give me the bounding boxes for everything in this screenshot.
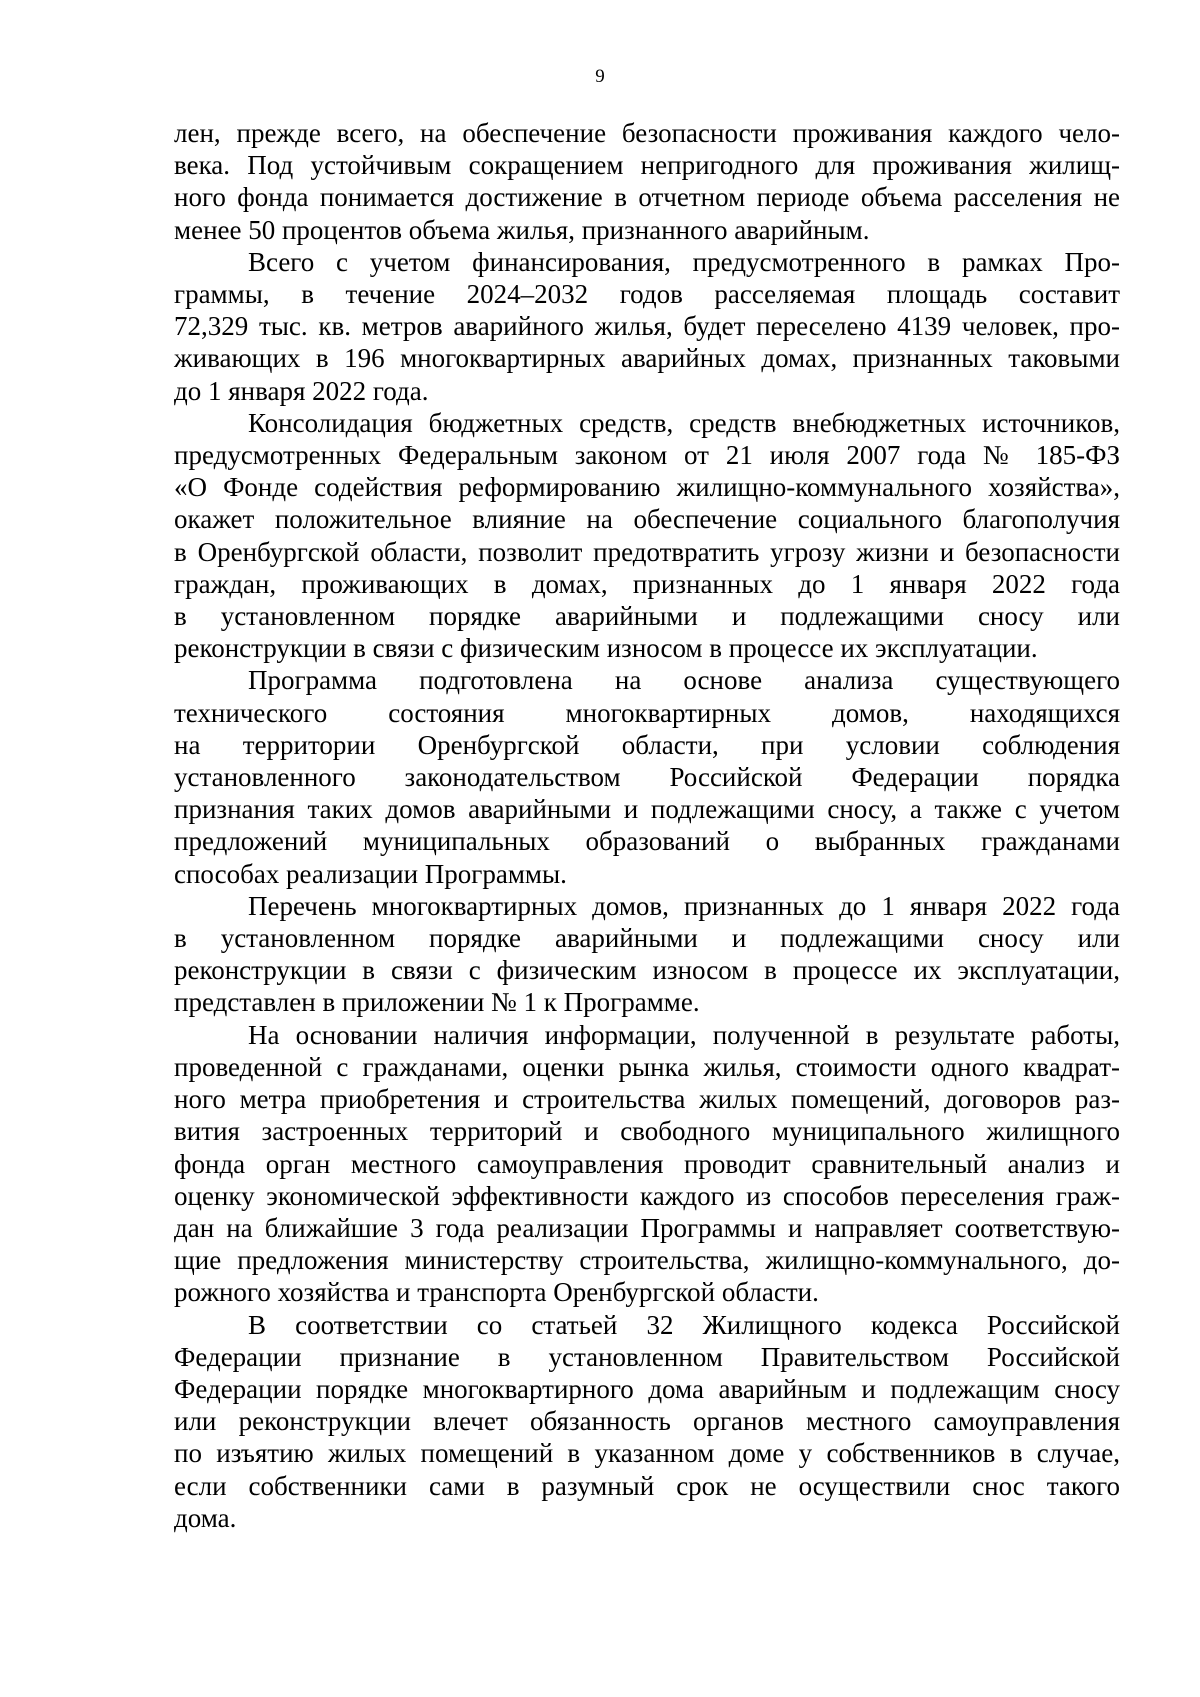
text-line: рожного хозяйства и транспорта Оренбургской области. <box>174 1277 819 1308</box>
text-line: ного метра приобретения и строительства жилых помещений, договоров раз- <box>174 1084 1120 1115</box>
body-text <box>174 117 1120 1534</box>
text-line: реконструкции в связи с физическим износом в процессе их эксплуатации. <box>174 633 1038 664</box>
text-line: установленного законодательством Российской Федерации порядка <box>174 762 1120 793</box>
text-line: На основании наличия информации, полученной в результате работы, <box>248 1019 1120 1050</box>
text-line: по изъятию жилых помещений в указанном доме у собственников в случае, <box>174 1438 1120 1469</box>
text-line: Федерации порядке многоквартирного дома аварийным и подлежащим сносу <box>174 1373 1120 1404</box>
paragraph-p1 <box>174 117 1120 246</box>
paragraph-p5 <box>174 890 1120 1019</box>
text-line: если собственники сами в разумный срок не осуществили снос такого <box>174 1470 1120 1501</box>
text-line: проведенной с гражданами, оценки рынка жилья, стоимости одного квадрат- <box>174 1051 1120 1082</box>
text-line: окажет положительное влияние на обеспечение социального благополучия <box>174 504 1120 535</box>
text-line: вития застроенных территорий и свободного муниципального жилищного <box>174 1116 1120 1147</box>
text-line: дан на ближайшие 3 года реализации Программы и направляет соответствую- <box>174 1212 1120 1243</box>
text-line: оценку экономической эффективности каждого из способов переселения граж- <box>174 1180 1120 1211</box>
text-line: представлен в приложении № 1 к Программе. <box>174 987 700 1018</box>
text-line: технического состояния многоквартирных домов, находящихся <box>174 697 1120 728</box>
paragraph-p4 <box>174 664 1120 889</box>
text-line: щие предложения министерству строительства, жилищно-коммунального, до- <box>174 1245 1120 1276</box>
text-line: способах реализации Программы. <box>174 858 567 889</box>
paragraph-p6 <box>174 1019 1120 1309</box>
text-line: века. Под устойчивым сокращением непригодного для проживания жилищ- <box>174 150 1120 181</box>
text-line: ного фонда понимается достижение в отчетном периоде объема расселения не <box>174 182 1120 213</box>
text-line: «О Фонде содействия реформированию жилищно-коммунального хозяйства», <box>174 472 1120 503</box>
text-line: граждан, проживающих в домах, признанных до 1 января 2022 года <box>174 568 1120 599</box>
text-line: Программа подготовлена на основе анализа существующего <box>248 665 1120 696</box>
text-line: В соответствии со статьей 32 Жилищного кодекса Российской <box>248 1309 1120 1340</box>
text-line: живающих в 196 многоквартирных аварийных домах, признанных таковыми <box>174 343 1120 374</box>
text-line: фонда орган местного самоуправления проводит сравнительный анализ и <box>174 1148 1120 1179</box>
text-line: или реконструкции влечет обязанность органов местного самоуправления <box>174 1406 1120 1437</box>
paragraph-p7 <box>174 1309 1120 1534</box>
text-line: 72,329 тыс. кв. метров аварийного жилья, будет переселено 4139 человек, про- <box>174 311 1120 342</box>
text-line: предложений муниципальных образований о выбранных гражданами <box>174 826 1120 857</box>
text-line: Консолидация бюджетных средств, средств внебюджетных источников, <box>248 407 1120 438</box>
text-line: признания таких домов аварийными и подлежащими сносу, а также с учетом <box>174 794 1120 825</box>
text-line: на территории Оренбургской области, при условии соблюдения <box>174 729 1120 760</box>
paragraph-p2 <box>174 246 1120 407</box>
text-line: граммы, в течение 2024–2032 годов расселяемая площадь составит <box>174 279 1120 310</box>
text-line: в установленном порядке аварийными и подлежащими сносу или <box>174 601 1120 632</box>
text-line: в установленном порядке аварийными и подлежащими сносу или <box>174 923 1120 954</box>
text-line: до 1 января 2022 года. <box>174 375 429 406</box>
text-line: реконструкции в связи с физическим износом в процессе их эксплуатации, <box>174 955 1120 986</box>
text-line: в Оренбургской области, позволит предотвратить угрозу жизни и безопасности <box>174 536 1120 567</box>
text-line: менее 50 процентов объема жилья, признанного аварийным. <box>174 214 870 245</box>
paragraph-p3 <box>174 407 1120 665</box>
text-line: Всего с учетом финансирования, предусмотренного в рамках Про- <box>248 246 1120 277</box>
page-number: 9 <box>595 66 605 87</box>
text-line: Федерации признание в установленном Правительством Российской <box>174 1341 1120 1372</box>
text-line: предусмотренных Федеральным законом от 21 июля 2007 года № 185-ФЗ <box>174 440 1120 471</box>
text-line: лен, прежде всего, на обеспечение безопасности проживания каждого чело- <box>174 118 1120 148</box>
text-line: Перечень многоквартирных домов, признанных до 1 января 2022 года <box>248 890 1120 921</box>
text-line: дома. <box>174 1502 237 1533</box>
